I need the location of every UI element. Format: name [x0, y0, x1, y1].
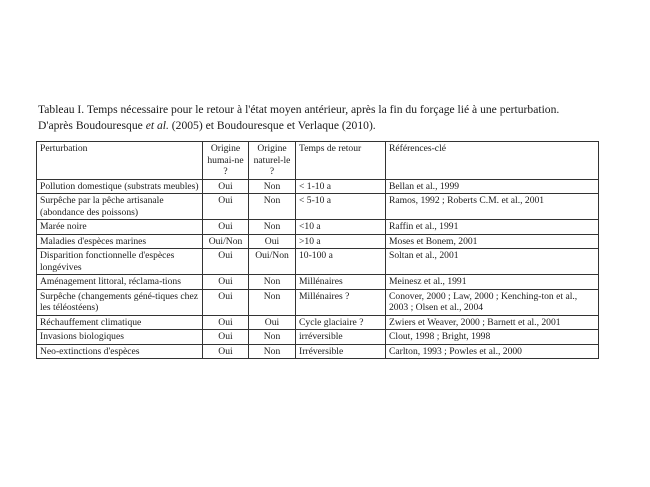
cell-references: Moses et Bonem, 2001 — [386, 234, 599, 249]
table-row — [37, 275, 599, 290]
cell-origine-humaine: Oui — [203, 289, 249, 315]
cell-origine-naturelle: Non — [249, 330, 296, 345]
cell-perturbation: Pollution domestique (substrats meubles) — [37, 179, 203, 194]
table-row — [37, 234, 599, 249]
table-row — [37, 315, 599, 330]
cell-references: Clout, 1998 ; Bright, 1998 — [386, 330, 599, 345]
cell-origine-naturelle: Non — [249, 220, 296, 235]
table-caption — [38, 102, 618, 134]
cell-origine-humaine: Oui — [203, 344, 249, 359]
cell-origine-naturelle: Oui — [249, 315, 296, 330]
cell-origine-humaine: Oui — [203, 249, 249, 275]
cell-references: Bellan et al., 1999 — [386, 179, 599, 194]
table-row — [37, 289, 599, 315]
cell-origine-humaine: Oui/Non — [203, 234, 249, 249]
cell-perturbation: Réchauffement climatique — [37, 315, 203, 330]
cell-origine-naturelle: Oui — [249, 234, 296, 249]
cell-origine-humaine: Oui — [203, 275, 249, 290]
caption-line-2-suffix: (2005) et Boudouresque et Verlaque (2010). — [168, 119, 376, 132]
caption-line-2-prefix: D'après Boudouresque — [38, 119, 146, 132]
header-perturbation: Perturbation — [37, 142, 203, 180]
header-origine-humaine: Origine humai-ne ? — [203, 142, 249, 180]
cell-temps: irréversible — [296, 330, 386, 345]
table-row — [37, 330, 599, 345]
cell-temps: Millénaires ? — [296, 289, 386, 315]
cell-temps: Cycle glaciaire ? — [296, 315, 386, 330]
cell-references: Raffin et al., 1991 — [386, 220, 599, 235]
table-row — [37, 249, 599, 275]
cell-perturbation: Invasions biologiques — [37, 330, 203, 345]
cell-origine-humaine: Oui — [203, 179, 249, 194]
table-body — [37, 179, 599, 359]
cell-origine-naturelle: Non — [249, 194, 296, 220]
cell-perturbation: Disparition fonctionnelle d'espèces longévives — [37, 249, 203, 275]
cell-references: Soltan et al., 2001 — [386, 249, 599, 275]
cell-temps: >10 a — [296, 234, 386, 249]
cell-temps: 10-100 a — [296, 249, 386, 275]
recovery-time-table — [36, 141, 599, 359]
table-row — [37, 179, 599, 194]
cell-origine-naturelle: Non — [249, 179, 296, 194]
cell-origine-naturelle: Non — [249, 344, 296, 359]
cell-perturbation: Surpêche par la pêche artisanale (abondance des poissons) — [37, 194, 203, 220]
cell-origine-humaine: Oui — [203, 330, 249, 345]
cell-origine-naturelle: Non — [249, 275, 296, 290]
cell-temps: <10 a — [296, 220, 386, 235]
cell-origine-humaine: Oui — [203, 194, 249, 220]
cell-perturbation: Neo-extinctions d'espèces — [37, 344, 203, 359]
cell-origine-humaine: Oui — [203, 315, 249, 330]
cell-origine-humaine: Oui — [203, 220, 249, 235]
caption-line-2-italic: et al. — [145, 119, 169, 132]
cell-temps: Millénaires — [296, 275, 386, 290]
cell-references: Zwiers et Weaver, 2000 ; Barnett et al., 2001 — [386, 315, 599, 330]
cell-references: Ramos, 1992 ; Roberts C.M. et al., 2001 — [386, 194, 599, 220]
cell-perturbation: Aménagement littoral, réclama-tions — [37, 275, 203, 290]
table-header-row — [37, 142, 599, 180]
table-row — [37, 344, 599, 359]
header-temps-retour: Temps de retour — [296, 142, 386, 180]
cell-references: Meinesz et al., 1991 — [386, 275, 599, 290]
cell-temps: Irréversible — [296, 344, 386, 359]
table-row — [37, 194, 599, 220]
cell-references: Carlton, 1993 ; Powles et al., 2000 — [386, 344, 599, 359]
header-references: Références-clé — [386, 142, 599, 180]
caption-line-1: Tableau I. Temps nécessaire pour le retour à l'état moyen antérieur, après la fin du forçage lié à une perturbation. — [38, 103, 560, 116]
cell-temps: < 5-10 a — [296, 194, 386, 220]
table-row — [37, 220, 599, 235]
cell-perturbation: Maladies d'espèces marines — [37, 234, 203, 249]
cell-temps: < 1-10 a — [296, 179, 386, 194]
header-origine-naturelle: Origine naturel-le ? — [249, 142, 296, 180]
cell-perturbation: Surpêche (changements géné-tiques chez les téléostéens) — [37, 289, 203, 315]
cell-perturbation: Marée noire — [37, 220, 203, 235]
cell-references: Conover, 2000 ; Law, 2000 ; Kenching-ton et al., 2003 ; Olsen et al., 2004 — [386, 289, 599, 315]
cell-origine-naturelle: Oui/Non — [249, 249, 296, 275]
cell-origine-naturelle: Non — [249, 289, 296, 315]
